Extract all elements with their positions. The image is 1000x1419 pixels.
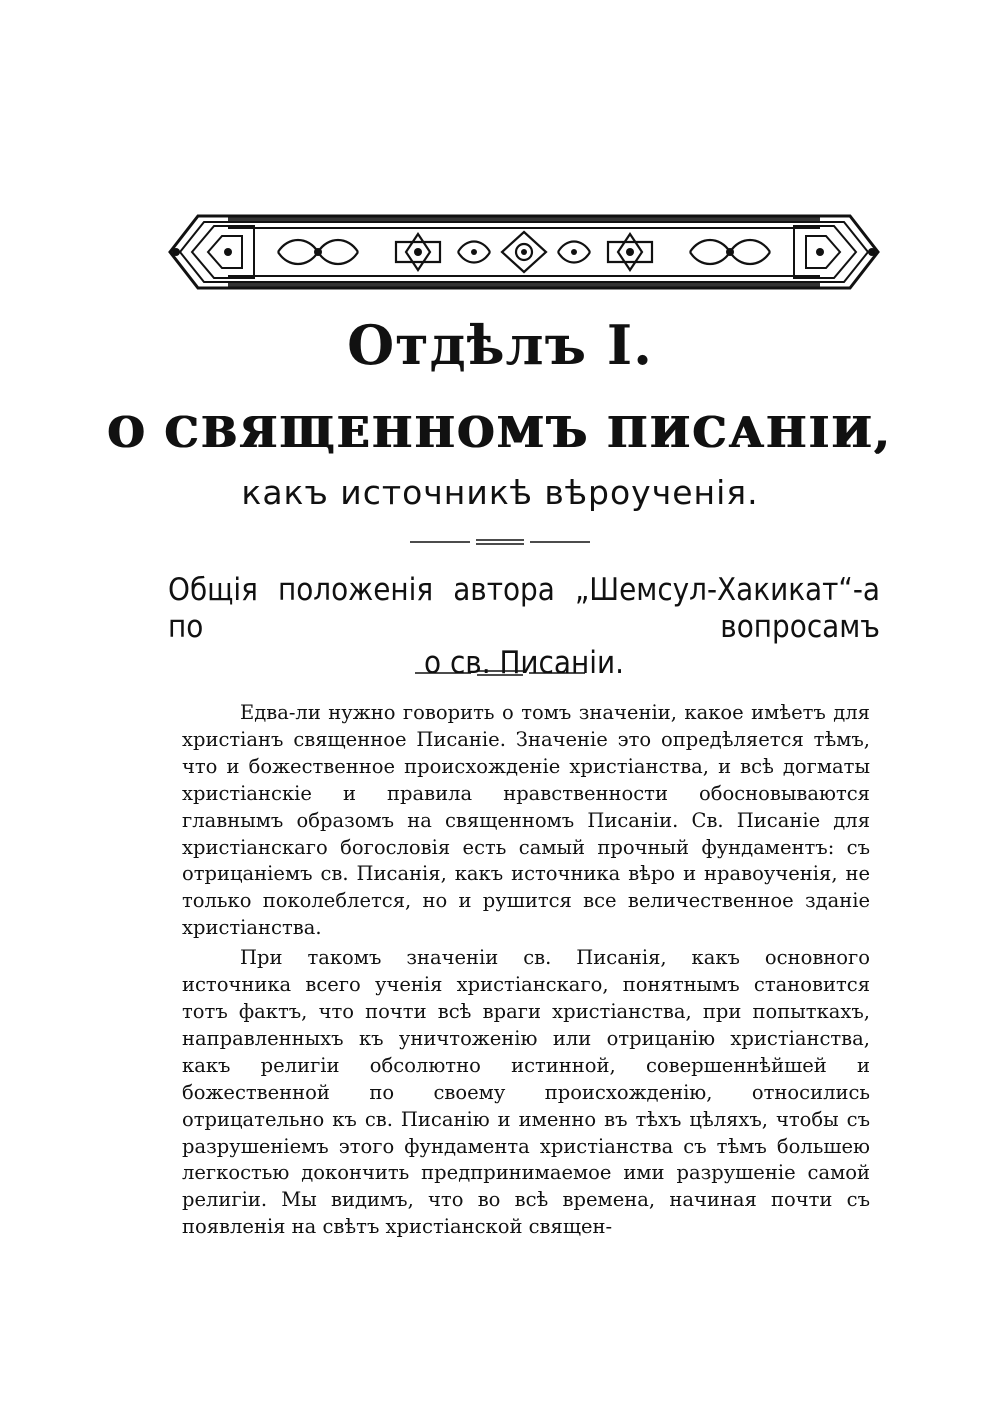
section-label: Отдѣлъ xyxy=(347,313,588,377)
divider-rule xyxy=(0,537,1000,547)
divider-rule xyxy=(0,668,1000,678)
paragraph: Едва-ли нужно говорить о томъ значеніи, какое имѣетъ для христіанъ священное Писаніе. Значеніе это опредѣляется тѣмъ, что и божественное происхожденіе христіанства, и всѣ догматы христіанскіе и правила нравственности обосновываются главнымъ образомъ на священномъ Писаніи. Св. Писаніе для христіанскаго богословія есть самый прочный фундаментъ: съ отрицаніемъ св. Писанія, какъ источника вѣро и нравоученія, не только поколеблется, но и рушится все величественное зданіе христіанства. xyxy=(182,701,870,940)
headpiece-ornament xyxy=(168,208,880,296)
subtitle: какъ источникѣ вѣроученія. xyxy=(241,473,759,512)
section-title xyxy=(0,313,1000,377)
body-text xyxy=(182,700,870,1241)
paragraph: При такомъ значеніи св. Писанія, какъ основного источника всего ученія христіанскаго, понятнымъ становится тотъ фактъ, что почти всѣ враги христіанства, при попыткахъ, направленныхъ къ уничтоженію или отрицанію христіанства, какъ религіи обсолютно истинной, совершеннѣйшей и божественной по своему происхожденію, относились отрицательно къ св. Писанію и именно въ тѣхъ цѣляхъ, чтобы съ разрушеніемъ этого фундамента христіанства съ тѣмъ большею легкостью докончить предпринимаемое ими разрушеніе самой религіи. Мы видимъ, что во всѣ времена, начиная почти съ появленія на свѣтъ христіанской священ- xyxy=(182,946,870,1239)
section-heading xyxy=(168,572,880,682)
heading-line-1: Общія положенія автора „Шемсул-Хакикат“-а по вопросамъ xyxy=(168,572,880,645)
section-numeral: I. xyxy=(606,313,653,377)
heading-line-2: о св. Писаніи. xyxy=(424,645,624,682)
main-title: О СВЯЩЕННОМЪ ПИСАНІИ, xyxy=(107,408,893,457)
